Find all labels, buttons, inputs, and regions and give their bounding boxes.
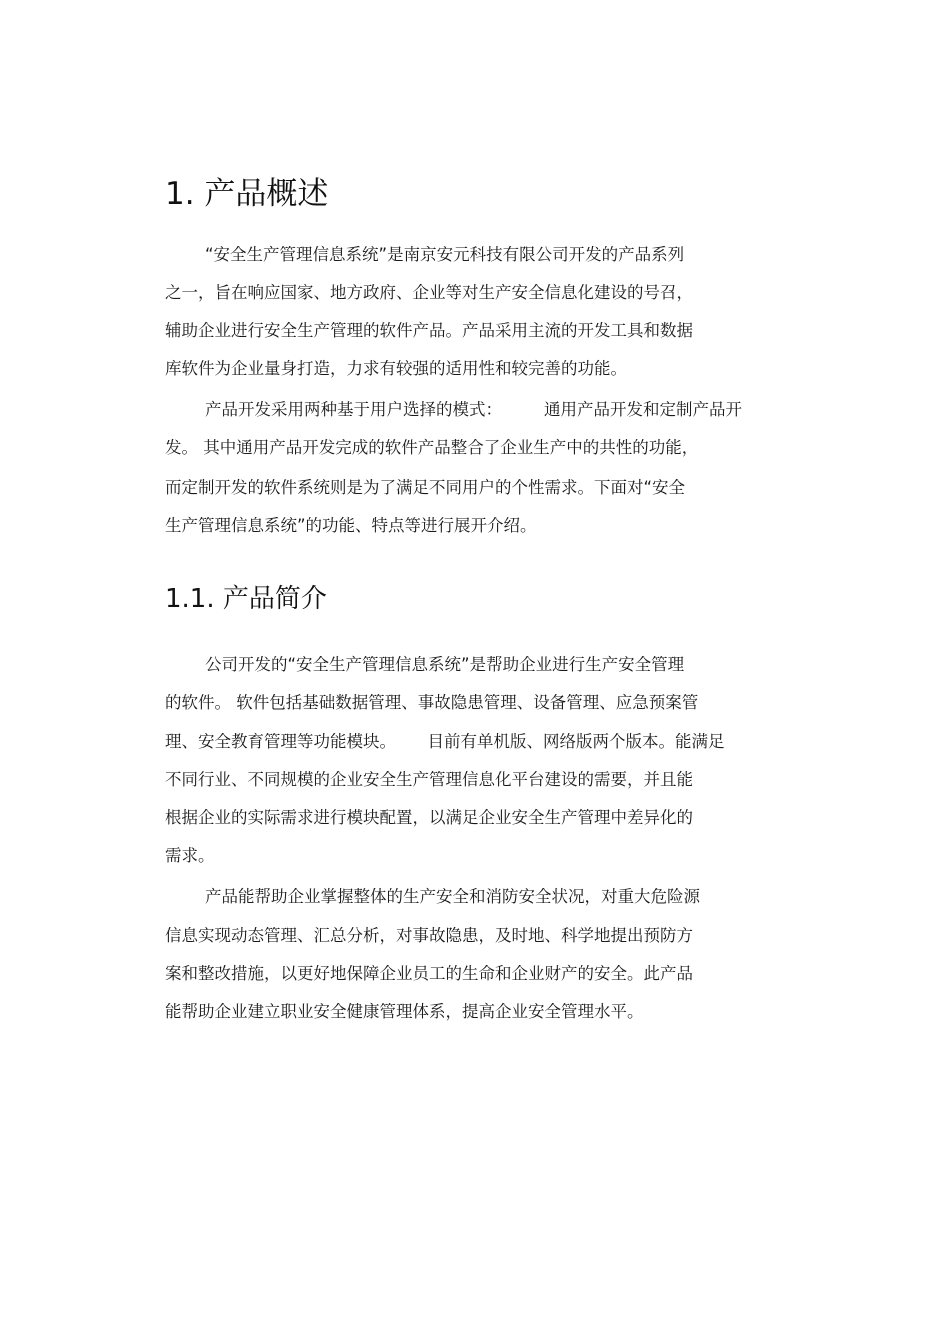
text-line: 库软件为企业量身打造，力求有较强的适用性和较完善的功能。: [165, 359, 627, 378]
text-line: 生产管理信息系统”的功能、特点等进行展开介绍。: [165, 516, 537, 535]
text-line: 案和整改措施，以更好地保障企业员工的生命和企业财产的安全。此产品: [165, 964, 693, 983]
text-line: 信息实现动态管理、汇总分析，对事故隐患，及时地、科学地提出预防方: [165, 926, 693, 945]
text-line: 需求。: [165, 846, 215, 865]
text-line: 不同行业、不同规模的企业安全生产管理信息化平台建设的需要，并且能: [165, 770, 693, 789]
text-line: 发。 其中通用产品开发完成的软件产品整合了企业生产中的共性的功能，: [165, 438, 699, 457]
text-line: 根据企业的实际需求进行模块配置，以满足企业安全生产管理中差异化的: [165, 808, 693, 827]
text-line: 产品能帮助企业掌握整体的生产安全和消防安全状况，对重大危险源: [205, 887, 700, 906]
text-line: 而定制开发的软件系统则是为了满足不同用户的个性需求。下面对“安全: [165, 478, 686, 497]
text-line: “安全生产管理信息系统”是南京安元科技有限公司开发的产品系列: [205, 245, 685, 264]
text-line: 公司开发的“安全生产管理信息系统”是帮助企业进行生产安全管理: [205, 655, 685, 674]
text-line: 能帮助企业建立职业安全健康管理体系，提高企业安全管理水平。: [165, 1002, 644, 1021]
text-line: 的软件。 软件包括基础数据管理、事故隐患管理、设备管理、应急预案管: [165, 693, 699, 712]
section-heading-product-intro: 1.1. 产品简介: [165, 584, 327, 614]
text-line: 理、安全教育管理等功能模块。 目前有单机版、网络版两个版本。能满足: [165, 732, 725, 751]
text-line: 之一，旨在响应国家、地方政府、企业等对生产安全信息化建设的号召，: [165, 283, 693, 302]
text-line: 辅助企业进行安全生产管理的软件产品。产品采用主流的开发工具和数据: [165, 321, 693, 340]
text-line: 产品开发采用两种基于用户选择的模式： 通用产品开发和定制产品开: [205, 400, 742, 419]
section-heading-overview: 1. 产品概述: [165, 176, 329, 212]
